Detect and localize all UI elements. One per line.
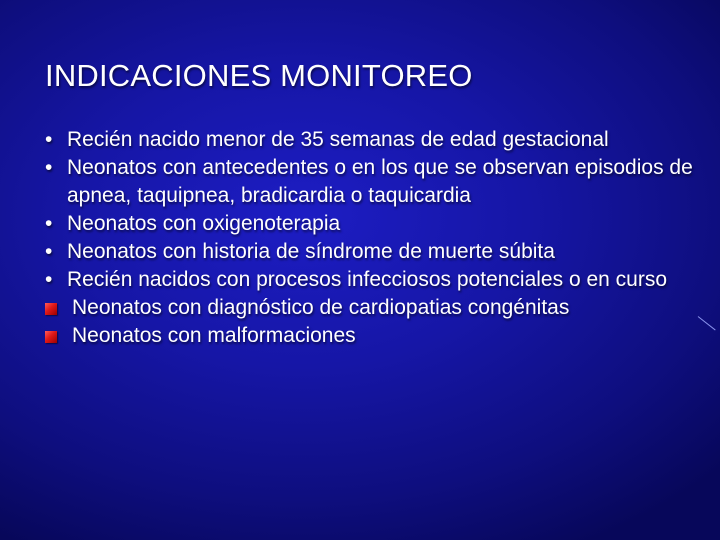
bullet-marker: • [45,212,53,235]
bullet-text: Recién nacidos con procesos infecciosos potenciales o en curso [67,268,668,291]
bullet-list [45,126,705,350]
red-square-bullet-icon [45,303,57,315]
slide-title: INDICACIONES MONITOREO [45,58,473,93]
square-bullet-item [45,294,705,322]
bullet-marker: • [45,268,53,291]
bullet-marker: • [45,156,53,179]
bullet-text: Neonatos con oxigenoterapia [67,212,341,235]
bullet-item [45,266,705,294]
bullet-text: Recién nacido menor de 35 semanas de edad gestacional [67,128,609,151]
bullet-text: Neonatos con historia de síndrome de muerte súbita [67,240,555,263]
bullet-marker: • [45,128,53,151]
bullet-marker: • [45,240,53,263]
bullet-text: Neonatos con malformaciones [72,324,356,347]
bullet-item [45,238,705,266]
bullet-item [45,126,705,154]
bullet-text: Neonatos con diagnóstico de cardiopatias congénitas [72,296,570,319]
bullet-item [45,210,705,238]
bullet-text: Neonatos con antecedentes o en los que se observan episodios de apnea, taquipnea, bradicardia o taquicardia [67,156,693,207]
red-square-bullet-icon [45,331,57,343]
square-bullet-item [45,322,705,350]
bullet-item [45,154,705,210]
